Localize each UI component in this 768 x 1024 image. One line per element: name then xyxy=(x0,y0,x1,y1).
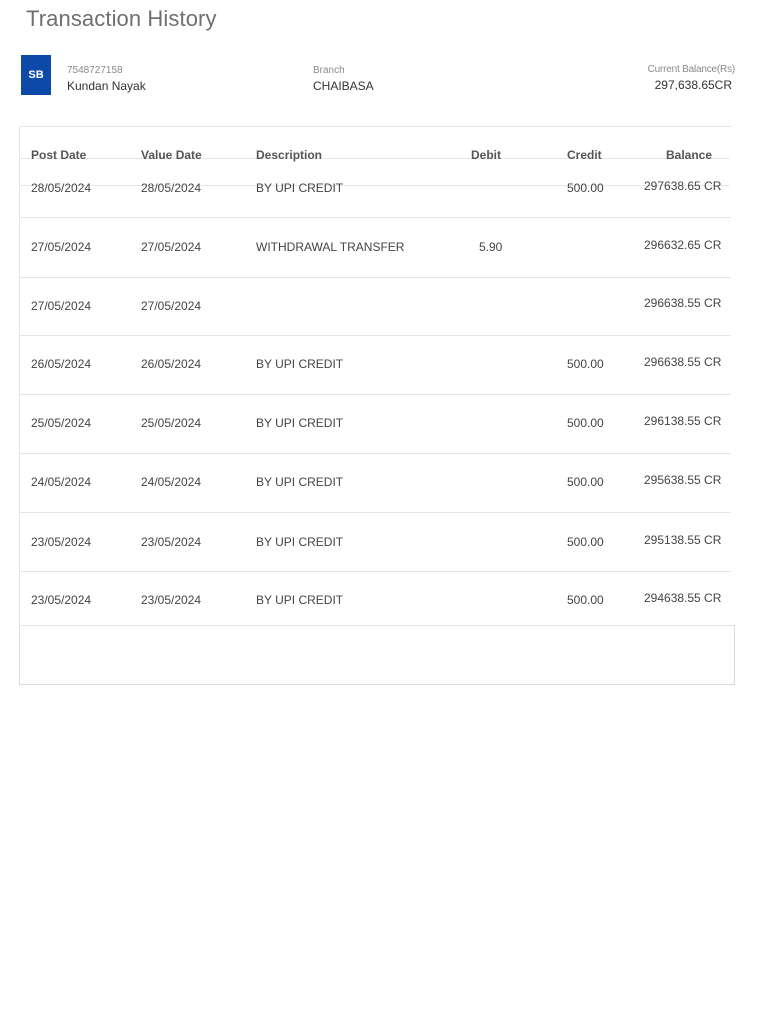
table-row[interactable] xyxy=(20,159,731,218)
credit-cell: 500.00 xyxy=(567,416,604,430)
balance-cell: 296638.55 CR xyxy=(644,355,722,369)
post-date-cell: 23/05/2024 xyxy=(31,593,92,607)
balance-cell: 295638.55 CR xyxy=(644,473,722,487)
description-cell: BY UPI CREDIT xyxy=(256,475,344,489)
post-date-cell: 26/05/2024 xyxy=(31,357,92,371)
value-date-cell: 23/05/2024 xyxy=(141,535,202,549)
balance-cell: 295138.55 CR xyxy=(644,533,722,547)
post-date-cell: 28/05/2024 xyxy=(31,181,92,195)
table-row[interactable] xyxy=(20,395,731,454)
description-cell: BY UPI CREDIT xyxy=(256,181,344,195)
account-avatar: SB xyxy=(21,55,51,95)
table-row[interactable] xyxy=(20,278,731,336)
column-header-credit[interactable]: Credit xyxy=(567,148,602,162)
account-summary xyxy=(20,55,736,97)
branch-value: CHAIBASA xyxy=(313,79,374,93)
credit-cell: 500.00 xyxy=(567,181,604,195)
account-number: 7548727158 xyxy=(67,65,123,76)
post-date-cell: 25/05/2024 xyxy=(31,416,92,430)
table-row[interactable] xyxy=(20,572,731,625)
description-cell: BY UPI CREDIT xyxy=(256,535,344,549)
balance-cell: 294638.55 CR xyxy=(644,591,722,605)
value-date-cell: 26/05/2024 xyxy=(141,357,202,371)
description-cell: BY UPI CREDIT xyxy=(256,416,344,430)
column-header-description[interactable]: Description xyxy=(256,148,323,162)
table-row[interactable] xyxy=(20,513,731,572)
account-holder-name: Kundan Nayak xyxy=(67,79,146,93)
balance-cell: 296632.65 CR xyxy=(644,238,722,252)
page-title: Transaction History xyxy=(26,6,217,31)
table-footer xyxy=(19,625,735,685)
column-header-value-date[interactable]: Value Date xyxy=(141,148,202,162)
column-header-post-date[interactable]: Post Date xyxy=(31,148,87,162)
current-balance-value: 297,638.65CR xyxy=(654,78,732,92)
table-row[interactable] xyxy=(20,454,731,513)
credit-cell: 500.00 xyxy=(567,535,604,549)
post-date-cell: 27/05/2024 xyxy=(31,240,92,254)
value-date-cell: 24/05/2024 xyxy=(141,475,202,489)
table-row[interactable] xyxy=(20,218,731,278)
value-date-cell: 27/05/2024 xyxy=(141,299,202,313)
credit-cell: 500.00 xyxy=(567,475,604,489)
table-row[interactable] xyxy=(20,336,731,395)
balance-cell: 296638.55 CR xyxy=(644,296,722,310)
balance-cell: 297638.65 CR xyxy=(644,179,722,193)
column-header-balance[interactable]: Balance xyxy=(666,148,713,162)
post-date-cell: 24/05/2024 xyxy=(31,475,92,489)
credit-cell: 500.00 xyxy=(567,357,604,371)
credit-cell: 500.00 xyxy=(567,593,604,607)
branch-label: Branch xyxy=(313,65,345,76)
value-date-cell: 28/05/2024 xyxy=(141,181,202,195)
value-date-cell: 23/05/2024 xyxy=(141,593,202,607)
debit-cell: 5.90 xyxy=(479,240,503,254)
balance-cell: 296138.55 CR xyxy=(644,414,722,428)
post-date-cell: 27/05/2024 xyxy=(31,299,92,313)
value-date-cell: 25/05/2024 xyxy=(141,416,202,430)
description-cell: WITHDRAWAL TRANSFER xyxy=(256,240,405,254)
current-balance-label: Current Balance(Rs) xyxy=(647,64,735,75)
column-header-debit[interactable]: Debit xyxy=(471,148,501,162)
value-date-cell: 27/05/2024 xyxy=(141,240,202,254)
description-cell: BY UPI CREDIT xyxy=(256,593,344,607)
description-cell: BY UPI CREDIT xyxy=(256,357,344,371)
post-date-cell: 23/05/2024 xyxy=(31,535,92,549)
